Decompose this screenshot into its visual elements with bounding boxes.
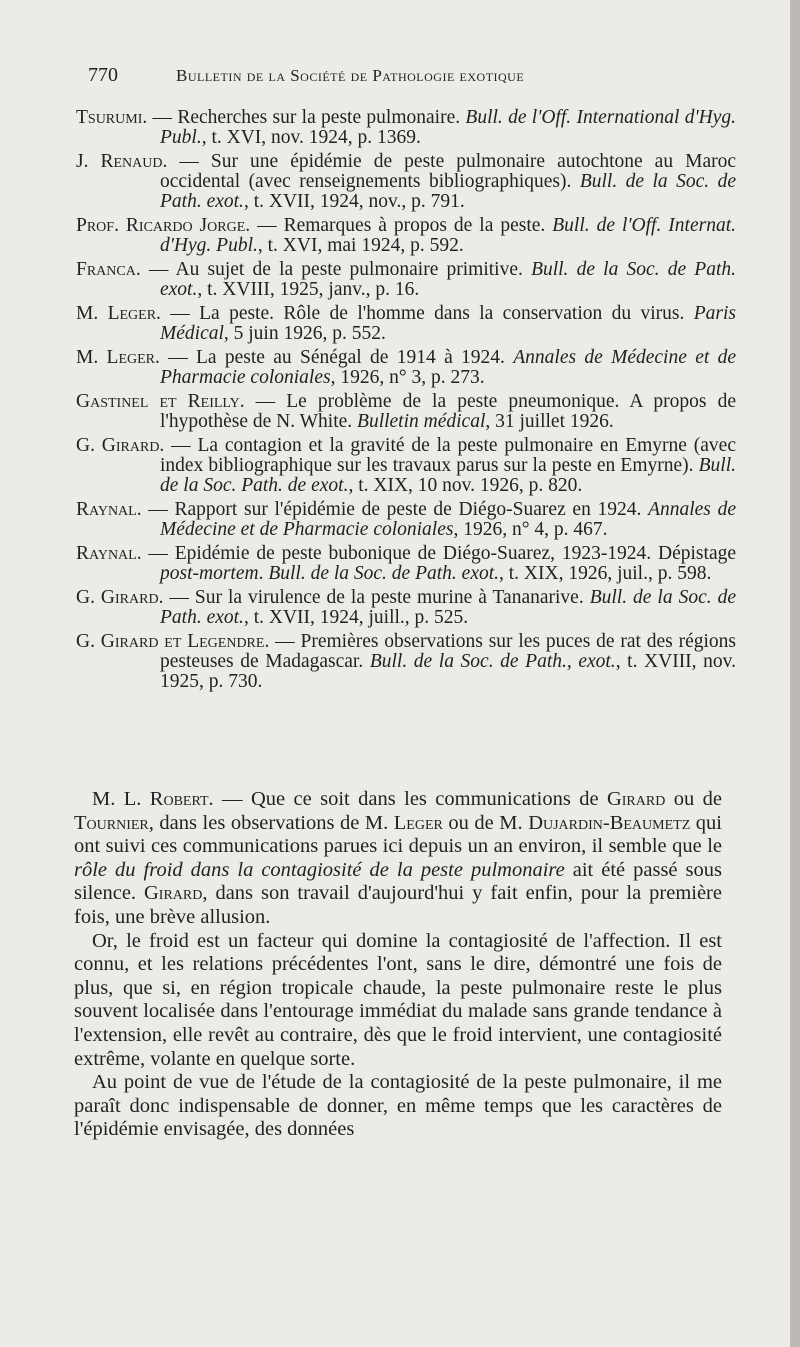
paragraph-text: ou de M.	[442, 811, 529, 834]
reference-author: Franca.	[76, 259, 141, 280]
page-number: 770	[88, 64, 118, 86]
reference-text: — Sur la virulence de la peste murine à Tananarive.	[163, 587, 590, 608]
emphasized-phrase: rôle du froid dans la contagiosité de la peste pulmonaire	[74, 858, 565, 881]
reference-text: — La peste au Sénégal de 1914 à 1924.	[159, 347, 514, 368]
discussion-paragraph: Au point de vue de l'étude de la contagiosité de la peste pulmonaire, il me paraît donc indispensable de donner, en même temps que les caractères de l'épidémie envisagée, des données	[74, 1071, 722, 1141]
reference-details: , t. XVI, mai 1924, p. 592.	[257, 235, 464, 256]
paragraph-text: , dans les observations de M.	[148, 811, 394, 834]
reference-journal: Bull. de la Soc. de Path. exot.	[160, 259, 736, 300]
reference-details: , 1926, n° 3, p. 273.	[330, 367, 485, 388]
reference-details: , 5 juin 1926, p. 552.	[223, 323, 386, 344]
reference-details: , t. XVI, nov. 1924, p. 1369.	[201, 127, 421, 148]
reference-journal: Bull. de la Soc. de Path., exot.	[369, 651, 616, 672]
reference-journal: Annales de Médecine et de Pharmacie coloniales	[160, 347, 736, 388]
reference-author: Prof. Ricardo Jorge.	[76, 215, 251, 236]
reference-entry	[76, 500, 736, 540]
reference-entry	[76, 108, 736, 148]
author-name: Girard	[144, 882, 203, 905]
paragraph-text: — Que ce soit dans les communications de	[213, 788, 607, 810]
page-edge-shadow	[790, 0, 800, 1347]
reference-author: G. Girard.	[76, 587, 164, 608]
speaker-name: M. L. Robert.	[92, 788, 214, 810]
reference-text: — Premières observations sur les puces de rat des régions pesteuses de Madagascar.	[160, 631, 736, 672]
reference-list	[76, 108, 736, 696]
paragraph-text: ou de	[665, 788, 722, 810]
reference-text: — La contagion et la gravité de la peste pulmonaire en Emyrne (avec index bibliographique sur les travaux parus sur la peste en Emyrne).	[160, 435, 736, 476]
discussion-text	[74, 788, 722, 1142]
paragraph-text: qui ont suivi ces communications parues ici depuis un an environ, il semble que le	[74, 811, 722, 858]
reference-entry	[76, 632, 736, 692]
reference-journal: Bull. de la Soc. de Path. exot.	[160, 587, 736, 628]
reference-text: — Rapport sur l'épidémie de peste de Diégo-Suarez en 1924.	[141, 499, 649, 520]
reference-text: — Recherches sur la peste pulmonaire.	[147, 107, 466, 128]
reference-journal: Annales de Médecine et de Pharmacie coloniales	[160, 499, 736, 540]
reference-entry	[76, 152, 736, 212]
reference-details: , t. XVII, 1924, juill., p. 525.	[243, 607, 469, 628]
reference-text: — Sur une épidémie de peste pulmonaire autochtone au Maroc occidental (avec renseignements bibliographiques).	[160, 151, 736, 192]
reference-journal: Bull. de l'Off. International d'Hyg. Publ.	[160, 107, 736, 148]
reference-author: J. Renaud.	[76, 151, 168, 172]
reference-details: , 1926, n° 4, p. 467.	[453, 519, 608, 540]
running-title: Bulletin de la Société de Pathologie exotique	[176, 66, 525, 85]
author-name: Girard	[606, 788, 666, 810]
reference-entry	[76, 216, 736, 256]
page-header	[88, 62, 728, 96]
reference-text: — Le problème de la peste pneumonique. A propos de l'hypothèse de N. White.	[160, 391, 736, 432]
reference-author: G. Girard.	[76, 435, 165, 456]
reference-details: , t. XVIII, 1925, janv., p. 16.	[197, 279, 420, 300]
reference-journal: Bulletin médical	[357, 411, 486, 432]
reference-author: G. Girard et Legendre.	[76, 631, 270, 652]
reference-author: M. Leger.	[76, 347, 160, 368]
discussion-paragraph	[74, 788, 722, 930]
author-name: Leger	[393, 811, 443, 834]
reference-details: , t. XIX, 10 nov. 1926, p. 820.	[348, 475, 583, 496]
reference-italic-term: post-mortem	[160, 563, 259, 584]
reference-text: — Au sujet de la peste pulmonaire primitive.	[140, 259, 532, 280]
reference-text: — Remarques à propos de la peste.	[250, 215, 553, 236]
reference-separator: .	[258, 563, 269, 584]
reference-journal: Bull. de la Soc. Path. de exot.	[160, 455, 736, 496]
reference-entry	[76, 304, 736, 344]
paragraph-text: , dans son travail d'aujourd'hui y fait enfin, pour la première fois, une brève allusion.	[74, 882, 722, 928]
reference-text: — Epidémie de peste bubonique de Diégo-Suarez, 1923-1924. Dépistage	[141, 543, 736, 564]
reference-entry	[76, 436, 736, 496]
reference-entry	[76, 348, 736, 388]
paragraph-text: ait été passé sous silence.	[74, 858, 722, 905]
reference-author: Tsurumi.	[76, 107, 148, 128]
reference-entry	[76, 544, 736, 584]
reference-journal: Paris Médical	[160, 303, 736, 344]
reference-author: Raynal.	[76, 499, 142, 520]
reference-entry	[76, 588, 736, 628]
reference-entry	[76, 392, 736, 432]
reference-journal: Bull. de la Soc. de Path. exot.	[160, 171, 736, 212]
reference-details: , t. XVII, 1924, nov., p. 791.	[243, 191, 465, 212]
reference-text: — La peste. Rôle de l'homme dans la conservation du virus.	[160, 303, 694, 324]
reference-entry	[76, 260, 736, 300]
reference-details: , 31 juillet 1926.	[485, 411, 614, 432]
reference-journal: Bull. de la Soc. de Path. exot.	[268, 563, 500, 584]
author-name: Tournier	[74, 811, 149, 834]
reference-author: M. Leger.	[76, 303, 161, 324]
reference-author: Gastinel et Reilly.	[76, 391, 245, 412]
reference-details: , t. XVIII, nov. 1925, p. 730.	[160, 651, 737, 692]
discussion-paragraph: Or, le froid est un facteur qui domine la contagiosité de l'affection. Il est connu, et les relations précédentes l'ont, sans le dire, démontré une fois de plus, que si, en région tropicale chaude, la peste pulmonaire reste le plus souvent localisée dans l'entourage immédiat du malade sans grande tendance à l'extension, elle revêt au contraire, dès que le froid intervient, une contagiosité extrême, volante en quelque sorte.	[74, 929, 722, 1070]
author-name: Dujardin-Beaumetz	[528, 811, 691, 834]
reference-journal: Bull. de l'Off. Internat. d'Hyg. Publ.	[160, 215, 736, 256]
reference-details: , t. XIX, 1926, juil., p. 598.	[499, 563, 712, 584]
reference-author: Raynal.	[76, 543, 142, 564]
